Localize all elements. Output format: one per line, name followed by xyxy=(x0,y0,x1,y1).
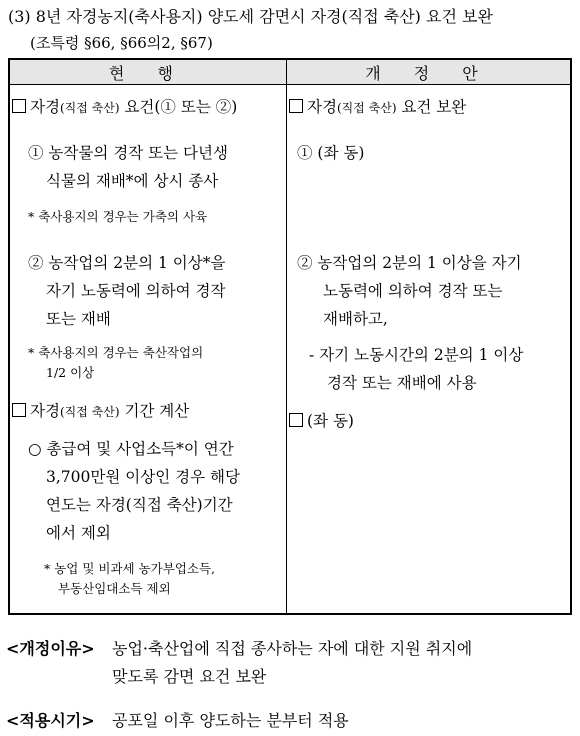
current-note1: * 축사용지의 경우는 가축의 사육 xyxy=(28,209,208,224)
revised-item1: ① (좌 동) xyxy=(297,144,365,162)
current-item1-line1: ① 농작물의 경작 또는 다년생 xyxy=(28,144,228,162)
revised-item2-line1: ② 농작업의 2분의 1 이상을 자기 xyxy=(297,254,522,272)
revised-column xyxy=(287,85,572,615)
reason-label: <개정이유> xyxy=(6,639,95,658)
checkbox-square-icon xyxy=(12,403,26,417)
current-item3-line4: 에서 제외 xyxy=(46,524,111,542)
revised-item2-sub-line1: - 자기 노동시간의 2분의 1 이상 xyxy=(309,346,524,364)
effective-label: <적용시기> xyxy=(6,711,95,730)
revised-period-heading: (좌 동) xyxy=(289,409,354,431)
reason-line2: 맞도록 감면 요건 보완 xyxy=(112,667,267,686)
current-note3-line2: 부동산임대소득 제외 xyxy=(58,581,171,596)
current-requirement-heading: 자경(직접 축산) 요건(① 또는 ②) xyxy=(12,95,237,117)
current-item3-line2: 3,700만원 이상인 경우 해당 xyxy=(46,468,240,486)
revised-item2-line3: 재배하고, xyxy=(323,310,388,328)
current-note3-line1: * 농업 및 비과세 농가부업소득, xyxy=(44,561,216,576)
section-title: (3) 8년 자경농지(축사용지) 양도세 감면시 자경(직접 축산) 요건 보완 xyxy=(8,7,493,26)
current-period-heading: 자경(직접 축산) 기간 계산 xyxy=(12,399,189,421)
section-subtitle: (조특령 §66, §66의2, §67) xyxy=(30,34,213,52)
checkbox-square-icon xyxy=(289,99,303,113)
current-item2-line1: ② 농작업의 2분의 1 이상*을 xyxy=(28,254,226,272)
header-revised: 개 정 안 xyxy=(287,59,572,85)
effective-text: 공포일 이후 양도하는 분부터 적용 xyxy=(112,711,349,730)
current-column xyxy=(9,85,287,615)
reason-line1: 농업·축산업에 직접 종사하는 자에 대한 지원 취지에 xyxy=(112,639,473,658)
revised-item2-line2: 노동력에 의하여 경작 또는 xyxy=(323,282,503,300)
comparison-table xyxy=(8,58,572,615)
current-note2-line1: * 축사용지의 경우는 축산작업의 xyxy=(28,345,204,360)
header-current: 현 행 xyxy=(9,59,287,85)
current-item2-line2: 자기 노동력에 의하여 경작 xyxy=(46,282,226,300)
current-item3-line1: ○ 총급여 및 사업소득*이 연간 xyxy=(28,440,234,458)
current-item1-line2: 식물의 재배*에 상시 종사 xyxy=(46,172,219,190)
current-item3-line3: 연도는 자경(직접 축산)기간 xyxy=(46,496,233,514)
checkbox-square-icon xyxy=(289,413,303,427)
revised-item2-sub-line2: 경작 또는 재배에 사용 xyxy=(327,374,477,392)
current-item2-line3: 또는 재배 xyxy=(46,310,111,328)
revised-requirement-heading: 자경(직접 축산) 요건 보완 xyxy=(289,95,466,117)
current-note2-line2: 1/2 이상 xyxy=(46,365,95,380)
checkbox-square-icon xyxy=(12,99,26,113)
